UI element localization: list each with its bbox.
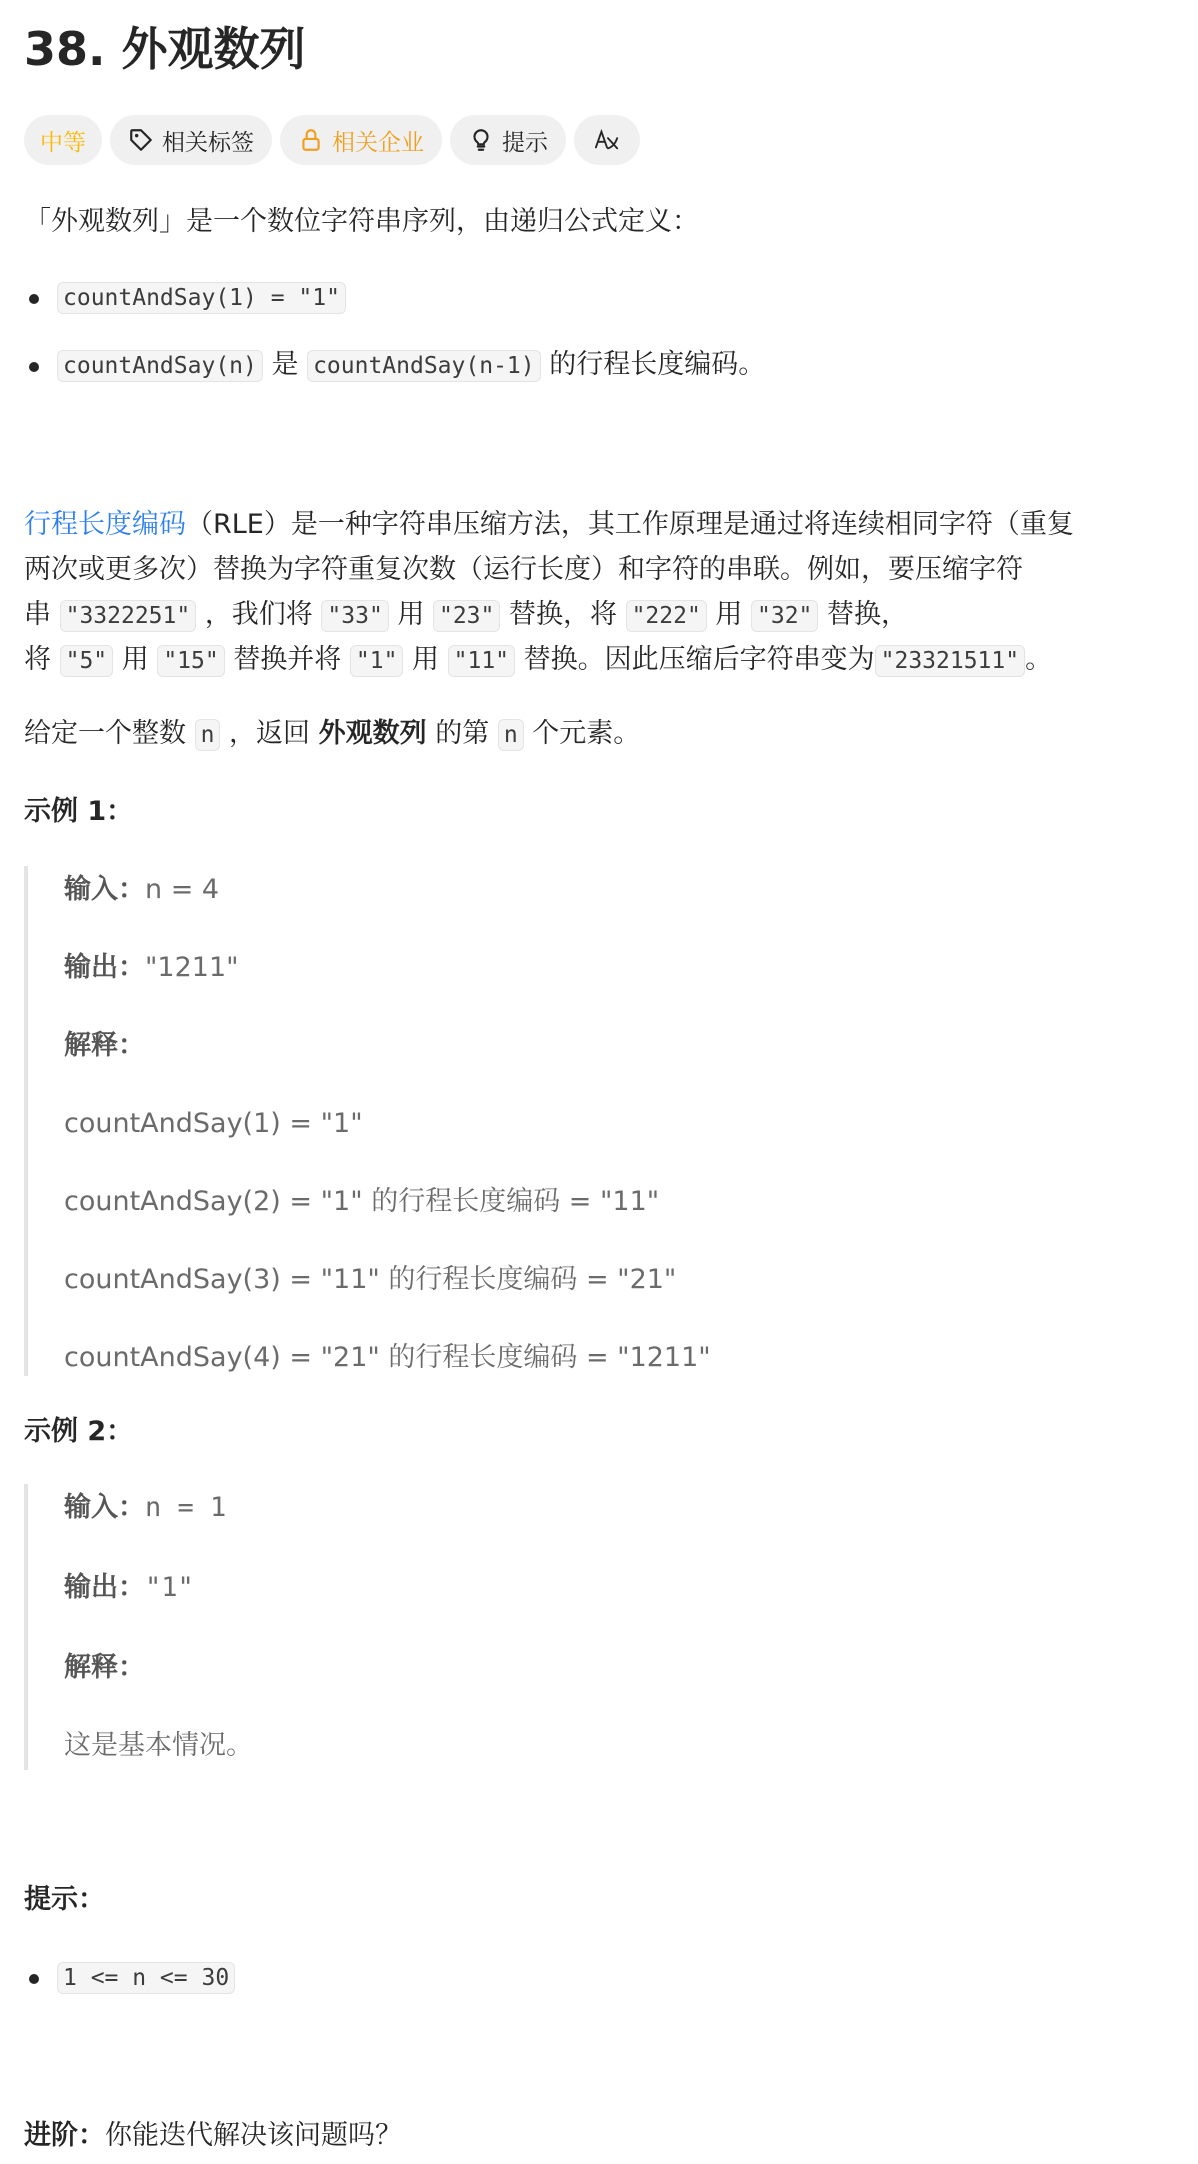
related-companies-label: 相关企业 [332,129,424,156]
inline-code: "11" [448,645,515,677]
tag-bar [24,115,640,165]
inline-code: "23" [433,600,500,632]
hint-label: 提示 [502,129,548,156]
rle-text: 用 [412,644,440,675]
intro-text: 「外观数列」是一个数位字符串序列，由递归公式定义： [24,206,699,237]
rle-line-1 [24,503,1074,547]
rle-text: 替换。因此压缩后字符串变为 [523,644,875,675]
constraints-heading: 提示： [24,1884,105,1915]
tag-icon [128,127,154,153]
lock-icon [298,127,324,153]
example-1-explain [64,1024,145,1068]
definition-item [24,275,765,320]
rle-line-4 [24,638,1052,683]
translate-icon [594,127,620,153]
rle-line-2: 两次或更多次）替换为字符重复次数（运行长度）和字符的串联。例如，要压缩字符 [24,554,1023,585]
rle-text: 替换并将 [233,644,342,675]
example-2-heading: 示例 2： [24,1416,134,1447]
hint-button[interactable] [450,115,566,165]
rle-text: 替换， [826,599,908,630]
output-value: "1211" [145,952,239,983]
input-value: n = 4 [145,874,220,905]
example-1-line: countAndSay(1) = "1" [64,1108,363,1139]
output-label: 输出： [64,1572,145,1603]
follow-up-label: 进阶： [24,2120,105,2151]
constraint-item [24,1955,235,2000]
explain-label: 解释： [64,1030,145,1061]
example-2-line: 这是基本情况。 [64,1730,253,1761]
related-companies-button[interactable] [280,115,442,165]
example-1-heading: 示例 1： [24,796,134,827]
inline-code: "3322251" [60,600,197,632]
example-1-block [24,866,1124,1376]
lightbulb-icon [468,127,494,153]
definition-text: 的行程长度编码。 [549,349,766,380]
example-1-line: countAndSay(2) = "1" 的行程长度编码 = "11" [64,1186,660,1217]
translate-button[interactable] [574,115,640,165]
example-2-input [64,1486,226,1530]
example-1-line: countAndSay(3) = "11" 的行程长度编码 = "21" [64,1264,677,1295]
example-2-block [24,1484,1124,1770]
inline-code: "222" [626,600,707,632]
related-tags-label: 相关标签 [162,129,254,156]
inline-code: "15" [157,645,224,677]
example-2-output [64,1566,194,1610]
output-label: 输出： [64,952,145,983]
inline-code: n [195,719,221,751]
example-1-line: countAndSay(4) = "21" 的行程长度编码 = "1211" [64,1342,711,1373]
input-label: 输入： [64,874,145,905]
rle-text: 串 [24,599,51,630]
inline-code: 1 <= n <= 30 [57,1962,235,1994]
inline-code: countAndSay(n-1) [307,350,541,382]
task-part: 个元素。 [532,718,641,749]
explain-label: 解释： [64,1652,145,1683]
rle-text: 将 [24,644,51,675]
inline-code: "33" [321,600,388,632]
rle-text: ，我们将 [204,599,313,630]
rle-text: 用 [397,599,425,630]
task-emphasis: 外观数列 [318,718,427,749]
rle-line-3 [24,593,908,638]
inline-code: "1" [350,645,404,677]
rle-text: 用 [715,599,743,630]
inline-code: countAndSay(n) [57,350,263,382]
rle-link[interactable]: 行程长度编码 [24,509,186,540]
task-part: 的第 [435,718,490,749]
rle-text: （RLE）是一种字符串压缩方法，其工作原理是通过将连续相同字符（重复 [186,509,1074,540]
inline-code: "23321511" [875,645,1025,677]
task-part: 给定一个整数 [24,718,186,749]
definition-list [24,275,765,388]
difficulty-badge[interactable]: 中等 [24,115,102,165]
definition-text: 是 [271,349,299,380]
example-1-input [64,868,219,912]
rle-text: 。 [1025,644,1053,675]
input-label: 输入： [64,1492,145,1523]
task-part: ，返回 [229,718,311,749]
follow-up [24,2114,402,2158]
follow-up-text: 你能迭代解决该问题吗？ [105,2120,402,2151]
output-value: "1" [145,1572,194,1603]
inline-code: "32" [751,600,818,632]
inline-code: countAndSay(1) = "1" [57,282,346,314]
inline-code: n [498,719,524,751]
task-text [24,712,640,757]
definition-item [24,343,765,388]
constraints-list [24,1955,235,2000]
inline-code: "5" [60,645,114,677]
rle-text: 用 [121,644,149,675]
example-1-output [64,946,239,990]
input-value: n = 1 [145,1492,227,1523]
page-title: 38. 外观数列 [24,22,306,76]
rle-text: 替换，将 [508,599,617,630]
related-tags-button[interactable] [110,115,272,165]
example-2-explain [64,1646,145,1690]
